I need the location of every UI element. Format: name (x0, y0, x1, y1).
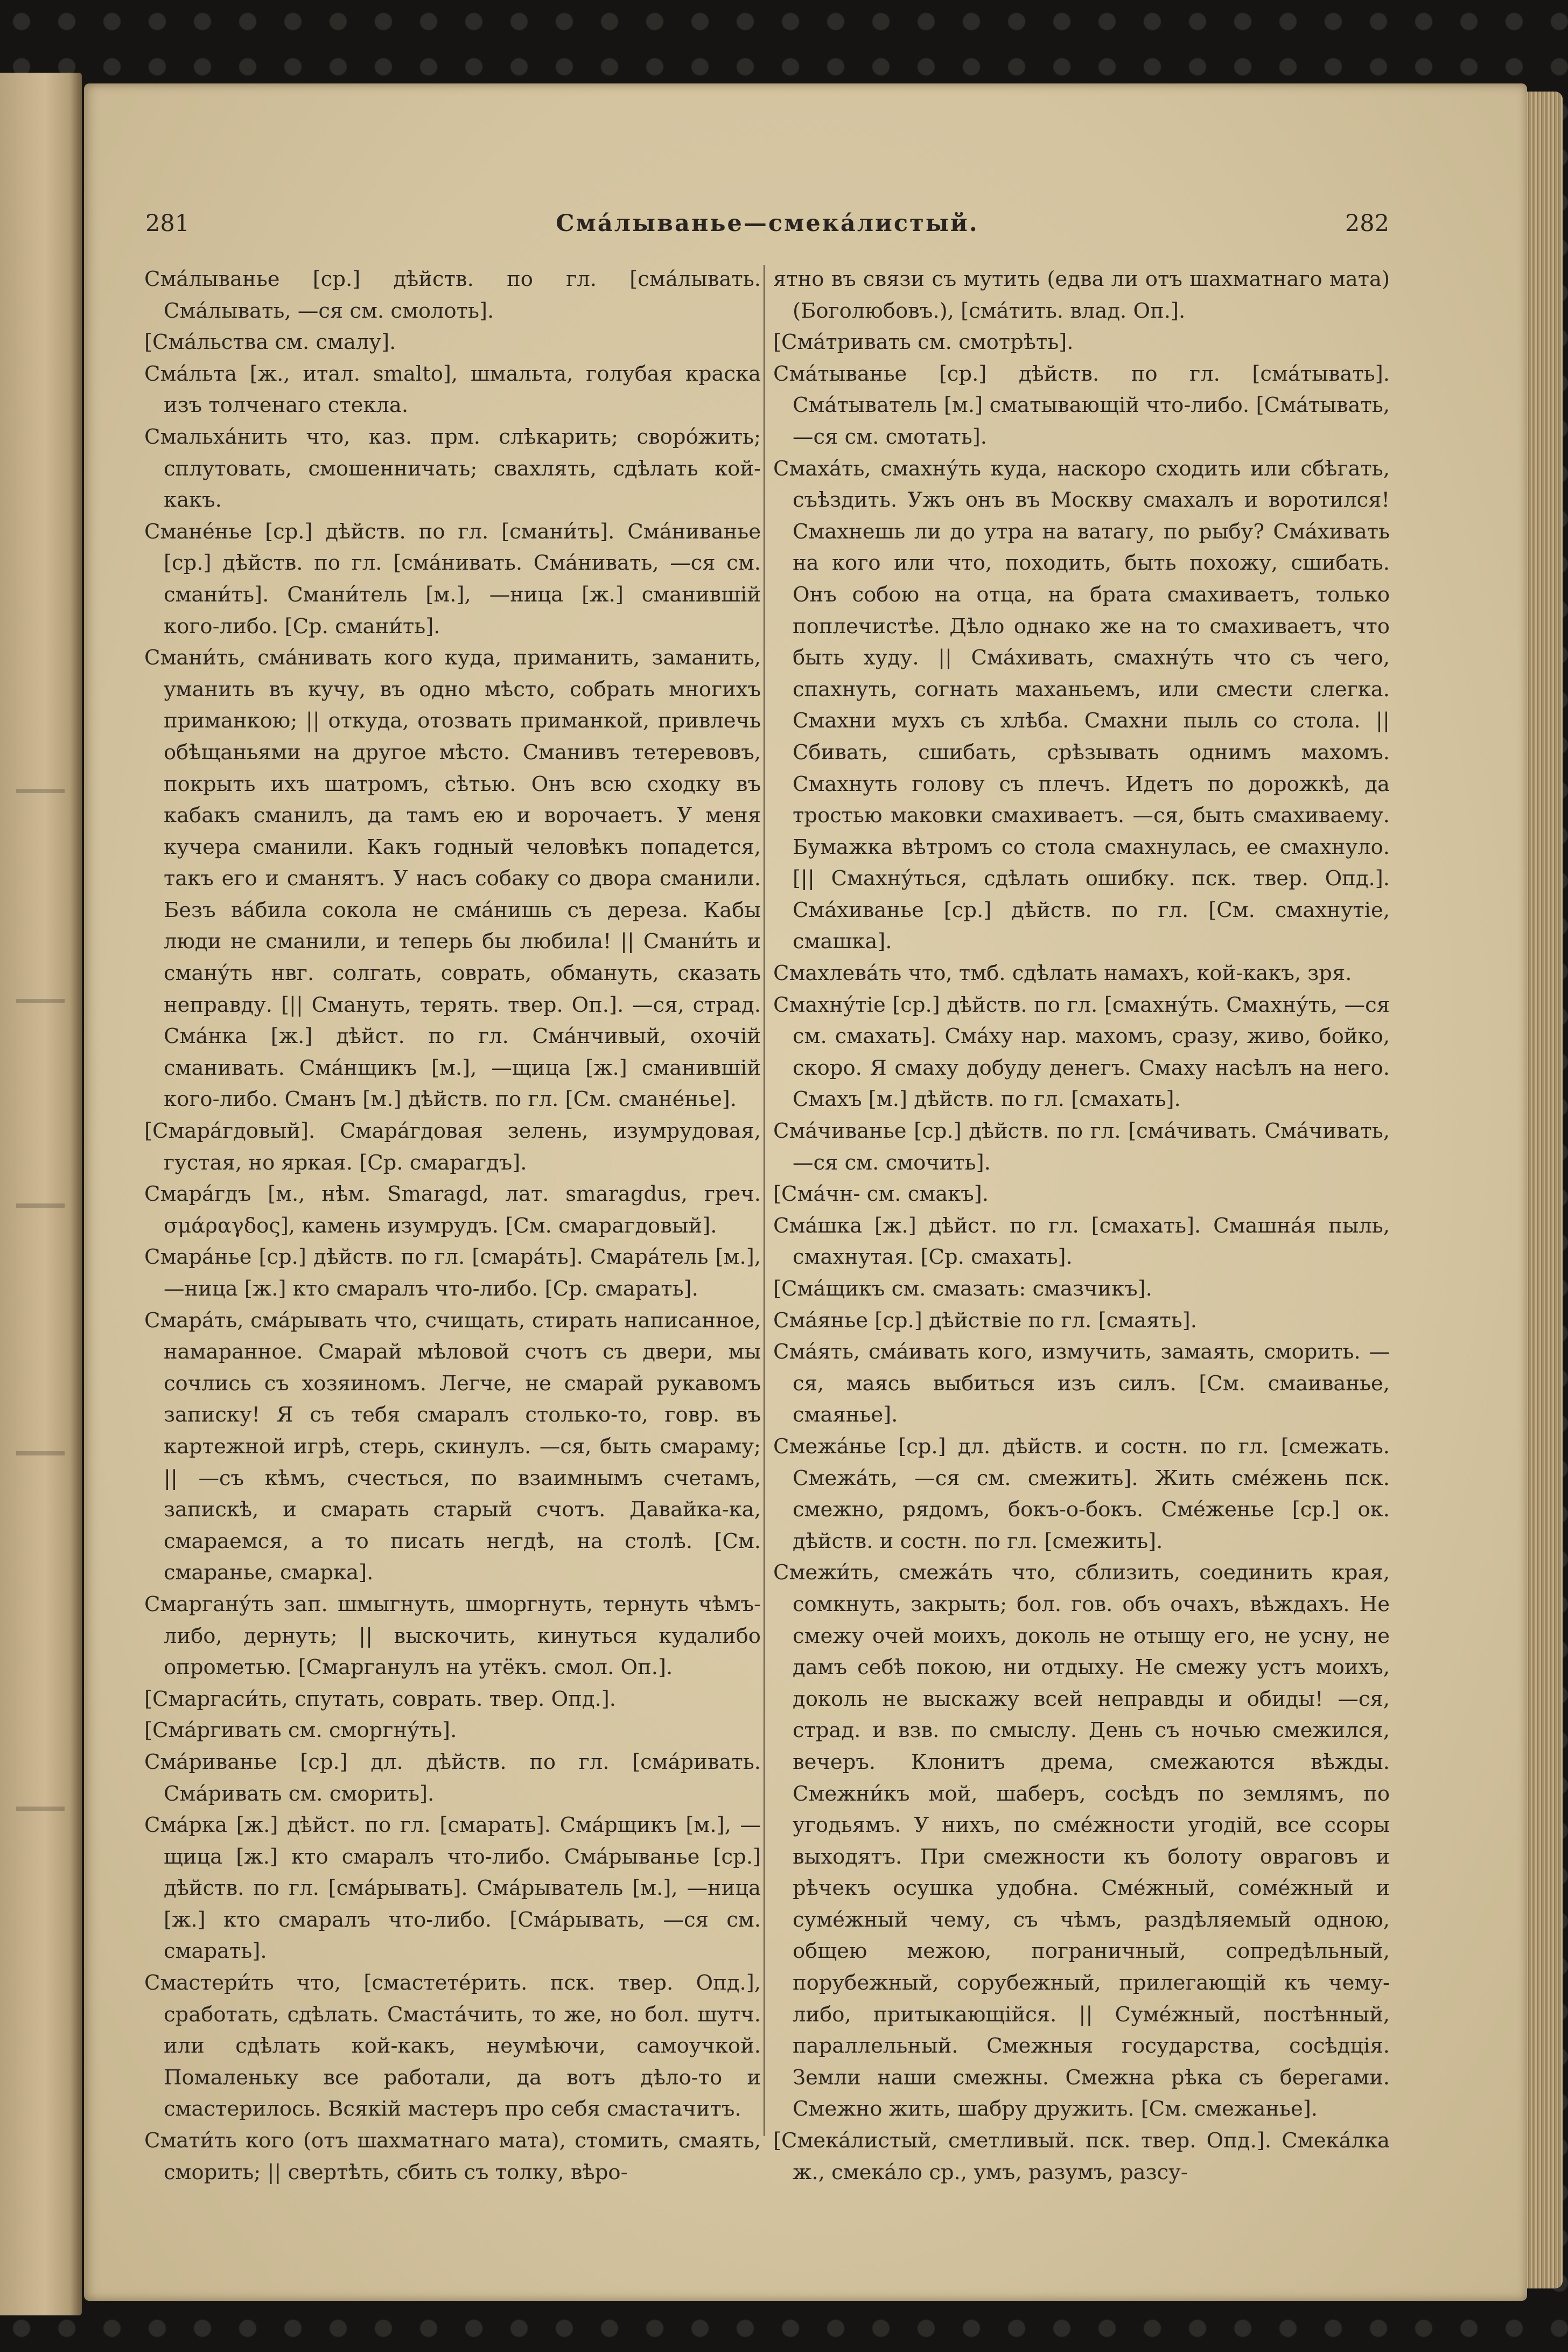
dictionary-entry: Сма́риванье [ср.] дл. дѣйств. по гл. [сма́ривать. Сма́ривать см. сморить]. (144, 1749, 761, 1806)
dictionary-entry: Сма́лыванье [ср.] дѣйств. по гл. [сма́лывать. Сма́лывать, —ся см. смолоть]. (144, 267, 761, 323)
dictionary-entry: Смара́гдъ [м., нѣм. Smaragd, лат. smaragdus, греч. σμάραγδος], камень изумрудъ. [См. смарагдовый]. (144, 1182, 761, 1238)
dictionary-entry: Смати́ть кого (отъ шахматнаго мата), стомить, смаять, сморить; || свертѣть, сбить съ толку, вѣро- (144, 2129, 761, 2185)
dictionary-entry: Смани́ть, сма́нивать кого куда, приманить, заманить, уманить въ кучу, въ одно мѣсто, собрать многихъ приманкою; || откуда, отозвать приманкой, привлечь обѣщаньями на другое мѣсто. Сманивъ тетеревовъ, покрыть ихъ шатромъ, сѣтью. Онъ всю сходку въ кабакъ сманилъ, да тамъ ею и ворочаетъ. У меня кучера сманили. Какъ годный человѣкъ попадется, такъ его и сманятъ. У насъ собаку со двора сманили. Безъ ва́била сокола не сма́нишь съ дереза. Кабы люди не сманили, и теперь бы любила! || Смани́ть и сману́ть нвг. солгать, соврать, обмануть, сказать неправду. [|| Смануть, терять. твер. Оп.]. —ся, страд. Сма́нка [ж.] дѣйст. по гл. Сма́нчивый, охочій сманивать. Сма́нщикъ [м.], —щица [ж.] сманившій кого-либо. Сманъ [м.] дѣйств. по гл. [См. смане́нье]. (144, 646, 761, 1112)
page-block-edge (1525, 92, 1563, 2288)
dictionary-entry: Смаргану́ть зап. шмыгнуть, шморгнуть, тернуть чѣмъ-либо, дернуть; || выскочить, кинуться кудалибо опрометью. [Смарганулъ на утёкъ. смол. Оп.]. (144, 1592, 761, 1680)
facing-page-edge (0, 73, 82, 2315)
bleed-through-mark (16, 999, 65, 1003)
dictionary-entry: Сма́рка [ж.] дѣйст. по гл. [смарать]. Сма́рщикъ [м.], —щица [ж.] кто смаралъ что-либо. Сма́рыванье [ср.] дѣйств. по гл. [сма́рывать]. Сма́рыватель [м.], —ница [ж.] кто смаралъ что-либо. [Сма́рывать, —ся см. смарать]. (144, 1813, 761, 1964)
dictionary-entry: Смара́ть, сма́рывать что, счищать, стирать написанное, намаранное. Смарай мѣловой счотъ съ двери, мы сочлись съ хозяиномъ. Легче, не смарай рукавомъ записку! Я съ тебя смаралъ столько-то, говр. въ картежной игрѣ, стерь, скинулъ. —ся, быть смараму; || —съ кѣмъ, счесться, по взаимнымъ счетамъ, запискѣ, и смарать старый счотъ. Давайка-ка, смараемся, а то писать негдѣ, на столѣ. [См. смаранье, смарка]. (144, 1308, 761, 1585)
dictionary-entry: Смане́нье [ср.] дѣйств. по гл. [смани́ть]. Сма́ниванье [ср.] дѣйств. по гл. [сма́нивать. Сма́нивать, —ся см. смани́ть]. Смани́тель [м.], —ница [ж.] сманившій кого-либо. [Ср. смани́ть]. (144, 519, 761, 639)
dictionary-entry: Смальха́нить что, каз. прм. слѣкарить; своро́жить; сплутовать, смошенничать; свахлять, сдѣлать кой-какъ. (144, 424, 761, 513)
bleed-through-mark (16, 1203, 65, 1208)
dictionary-entry: Смастери́ть что, [смастете́рить. пск. твер. Опд.], сработать, сдѣлать. Смаста́чить, то же, но бол. шутч. или сдѣлать кой-какъ, неумѣючи, самоучкой. Помаленьку все работали, да вотъ дѣло-то и смастерилось. Всякій мастеръ про себя смастачитъ. (144, 1971, 761, 2122)
dictionary-entry: Смежи́ть, смежа́ть что, сблизить, соединить края, сомкнуть, закрыть; бол. гов. объ очахъ, вѣждахъ. Не смежу очей моихъ, доколь не отыщу его, не усну, не дамъ себѣ покою, ни отдыху. Не смежу устъ моихъ, доколь не выскажу всей неправды и обиды! —ся, страд. и взв. по смыслу. День съ ночью смежился, вечеръ. Клонитъ дрема, смежаются вѣжды. Смежни́къ мой, шаберъ, сосѣдъ по землямъ, по угодьямъ. У нихъ, по сме́жности угодій, все ссоры выходятъ. При смежности къ болоту овраговъ и рѣчекъ осушка удобна. Сме́жный, соме́жный и суме́жный чему, съ чѣмъ, раздѣляемый одною, общею межою, пограничный, сопредѣльный, порубежный, сорубежный, прилегающій къ чему-либо, притыкающійся. || Суме́жный, постѣнный, параллельный. Смежныя государства, сосѣдція. Земли наши смежны. Смежна рѣка съ берегами. Смежно жить, шабру дружить. [См. смежанье]. (773, 1560, 1390, 2122)
dictionary-entry: [Смека́листый, сметливый. пск. твер. Опд.]. Смека́лка ж., смека́ло ср., умъ, разумъ, разсу- (773, 2129, 1390, 2185)
dictionary-entry: [Сма́чн- см. смакъ]. (773, 1182, 989, 1207)
dictionary-entry: [Сма́щикъ см. смазать: смазчикъ]. (773, 1277, 1152, 1301)
dictionary-entry: Сма́чиванье [ср.] дѣйств. по гл. [сма́чивать. Сма́чивать, —ся см. смочить]. (773, 1119, 1390, 1175)
running-title: Сма́лыванье—смека́листый. (556, 210, 979, 237)
dictionary-entry: Сма́янье [ср.] дѣйствіе по гл. [смаять]. (773, 1308, 1197, 1333)
dictionary-entry: Смахну́тіе [ср.] дѣйств. по гл. [смахну́ть. Смахну́ть, —ся см. смахать]. Сма́ху нар. махомъ, сразу, живо, бойко, скоро. Я смаху добуду денегъ. Смаху насѣлъ на него. Смахъ [м.] дѣйств. по гл. [смахать]. (773, 992, 1390, 1112)
dictionary-entry: Сма́шка [ж.] дѣйст. по гл. [смахать]. Смашна́я пыль, смахнутая. [Ср. смахать]. (773, 1213, 1390, 1270)
column-divider (764, 265, 765, 2136)
dictionary-entry: Сма́льта [ж., итал. smalto], шмальта, голубая краска изъ толченаго стекла. (144, 361, 761, 418)
bleed-through-mark (16, 1451, 65, 1455)
dictionary-entry: Смежа́нье [ср.] дл. дѣйств. и состн. по гл. [смежать. Смежа́ть, —ся см. смежить]. Жить сме́жень пск. смежно, рядомъ, бокъ-о-бокъ. Сме́женье [ср.] ок. дѣйств. и состн. по гл. [смежить]. (773, 1434, 1390, 1553)
running-header (145, 210, 1389, 248)
page-number-left: 281 (145, 210, 190, 237)
dictionary-entry: [Смаргаси́ть, спутать, соврать. твер. Опд.]. (144, 1686, 617, 1711)
dictionary-entry: [Сма́тривать см. смотрѣть]. (773, 330, 1074, 355)
dictionary-entry: Смаха́ть, смахну́ть куда, наскоро сходить или сбѣгать, съѣздить. Ужъ онъ въ Москву смахалъ и воротился! Смахнешь ли до утра на ватагу, по рыбу? Сма́хивать на кого или что, походить, быть похожу, сшибать. Онъ собою на отца, на брата смахиваетъ, только поплечистѣе. Дѣло однако же на то смахиваетъ, что быть худу. || Сма́хивать, смахну́ть что съ чего, спахнуть, согнать маханьемъ, или смести слегка. Смахни мухъ съ хлѣба. Смахни пыль со стола. || Сбивать, сшибать, срѣзывать однимъ махомъ. Смахнуть голову съ плечъ. Идетъ по дорожкѣ, да тростью маковки смахиваетъ. —ся, быть смахиваему. Бумажка вѣтромъ со стола смахнулась, ее смахнуло. [|| Смахну́ться, сдѣлать ошибку. пск. твер. Опд.]. Сма́хиванье [ср.] дѣйств. по гл. [См. смахнутіе, смашка]. (773, 456, 1390, 954)
bleed-through-mark (16, 789, 65, 793)
bleed-through-mark (16, 1807, 65, 1811)
dictionary-entry: Сма́тыванье [ср.] дѣйств. по гл. [сма́тывать]. Сма́тыватель [м.] сматывающій что-либо. [Сма́тывать, —ся см. смотать]. (773, 361, 1390, 449)
dictionary-entry: Смахлева́ть что, тмб. сдѣлать намахъ, кой-какъ, зря. (773, 961, 1352, 986)
dictionary-entry: [Сма́ргивать см. сморгну́ть]. (144, 1718, 457, 1743)
dictionary-entry: ятно въ связи съ мутить (едва ли отъ шахматнаго мата) (Боголюбовъ.), [сма́тить. влад. Оп.]. (773, 267, 1390, 323)
page-number-right: 282 (1345, 210, 1389, 237)
dictionary-entry: [Сма́льства см. смалу]. (144, 330, 396, 355)
dictionary-entry: [Смара́гдовый]. Смара́гдовая зелень, изумрудовая, густая, но яркая. [Ср. смарагдъ]. (144, 1119, 761, 1175)
dictionary-entry: Смара́нье [ср.] дѣйств. по гл. [смара́ть]. Смара́тель [м.], —ница [ж.] кто смаралъ что-либо. [Ср. смарать]. (144, 1245, 761, 1301)
right-column (773, 264, 1390, 2185)
dictionary-entry: Сма́ять, сма́ивать кого, измучить, замаять, сморить. —ся, маясь выбиться изъ силъ. [См. смаиванье, смаянье]. (773, 1340, 1390, 1427)
left-column (144, 264, 761, 2185)
